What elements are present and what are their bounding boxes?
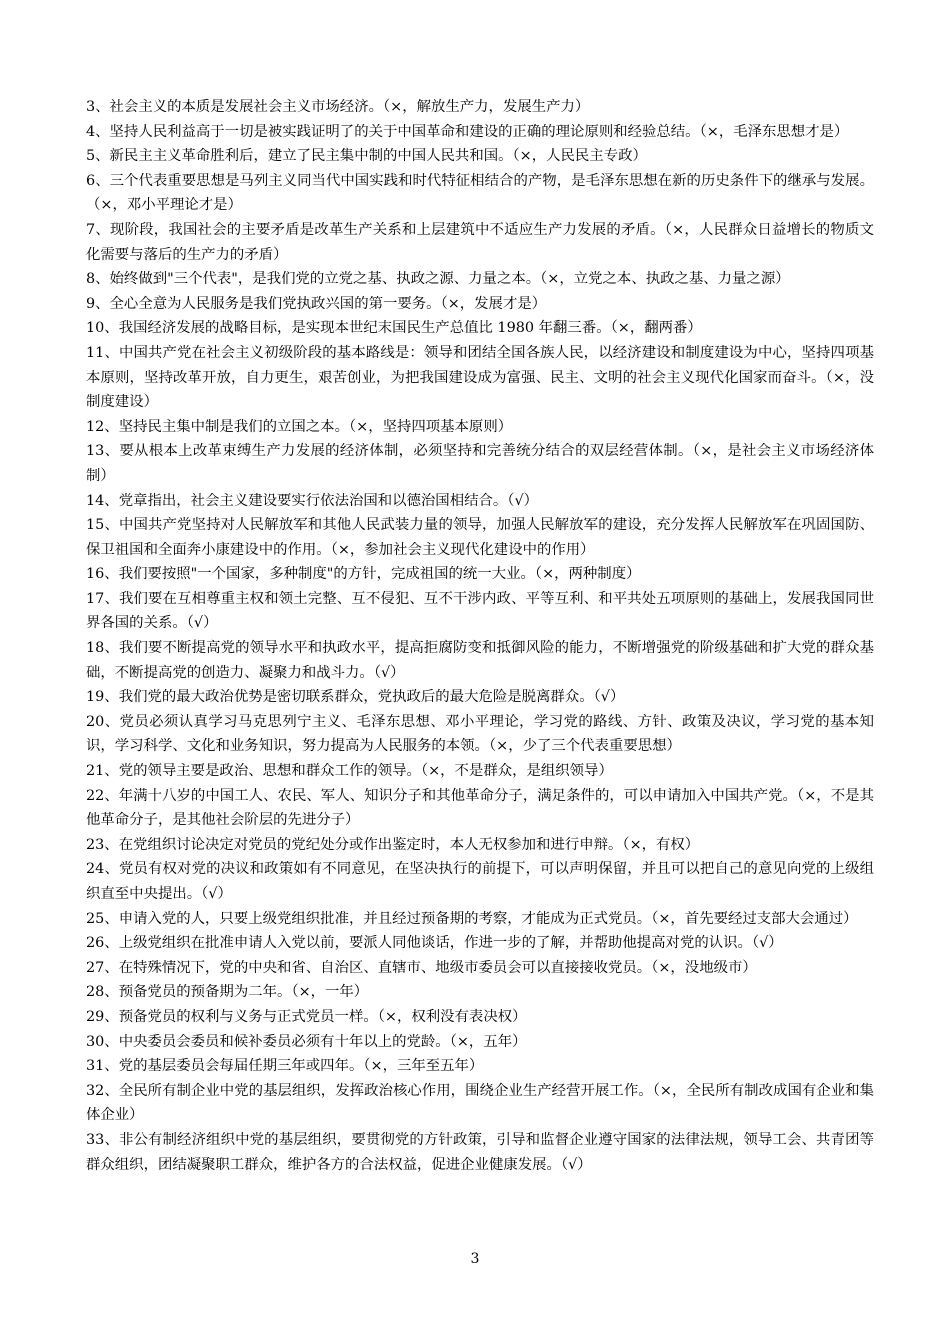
question-item: 8、始终做到"三个代表"，是我们党的立党之基、执政之源、力量之本。（×，立党之本、执政之基、力量之源） <box>86 271 790 288</box>
question-item: 21、党的领导主要是政治、思想和群众工作的领导。（×，不是群众，是组织领导） <box>86 763 613 780</box>
question-item: 19、我们党的最大政治优势是密切联系群众，党执政后的最大危险是脱离群众。（√） <box>86 689 625 706</box>
question-item: 7、现阶段，我国社会的主要矛盾是改革生产关系和上层建筑中不适应生产力发展的矛盾。（×，人民群众日益增长的物质文化需要与落后的生产力的矛盾） <box>86 221 874 263</box>
page-number: 3 <box>470 1251 480 1267</box>
question-item: 4、坚持人民利益高于一切是被实践证明了的关于中国革命和建设的正确的理论原则和经验总结。（×，毛泽东思想才是） <box>86 123 849 140</box>
question-item: 18、我们要不断提高党的领导水平和执政水平，提高拒腐防变和抵御风险的能力，不断增强党的阶级基础和扩大党的群众基础，不断提高党的创造力、凝聚力和战斗力。（√） <box>86 640 874 681</box>
question-item: 10、我国经济发展的战略目标，是实现本世纪末国民生产总值比 1980 年翻三番。（×，翻两番） <box>86 320 702 337</box>
question-item: 25、申请入党的人，只要上级党组织批准，并且经过预备期的考察，才能成为正式党员。（×，首先要经过支部大会通过） <box>86 910 858 927</box>
question-item: 23、在党组织讨论决定对党员的党纪处分或作出鉴定时，本人无权参加和进行申辩。（×，有权） <box>86 836 700 853</box>
question-item: 15、中国共产党坚持对人民解放军和其他人民武装力量的领导，加强人民解放军的建设，充分发挥人民解放军在巩固国防、保卫祖国和全面奔小康建设中的作用。（×，参加社会主义现代化建设中的作用） <box>86 517 874 558</box>
question-item: 12、坚持民主集中制是我们的立国之本。（×，坚持四项基本原则） <box>86 418 513 435</box>
question-item: 24、党员有权对党的决议和政策如有不同意见，在坚决执行的前提下，可以声明保留，并且可以把自己的意见向党的上级组织直至中央提出。（√） <box>86 861 874 902</box>
question-item: 27、在特殊情况下，党的中央和省、自治区、直辖市、地级市委员会可以直接接收党员。（×，没地级市） <box>86 959 757 976</box>
question-item: 33、非公有制经济组织中党的基层组织，要贯彻党的方针政策，引导和监督企业遵守国家的法律法规，领导工会、共青团等群众组织，团结凝聚职工群众，维护各方的合法权益，促进企业健康发展。（√） <box>86 1131 874 1173</box>
question-item: 20、党员必须认真学习马克思列宁主义、毛泽东思想、邓小平理论，学习党的路线、方针、政策及决议，学习党的基本知识，学习科学、文化和业务知识，努力提高为人民服务的本领。（×，少了三个代表重要思想） <box>86 713 874 755</box>
question-item: 16、我们要按照"一个国家，多种制度"的方针，完成祖国的统一大业。（×，两种制度） <box>86 566 641 583</box>
question-item: 5、新民主主义革命胜利后，建立了民主集中制的中国人民共和国。（×，人民民主专政） <box>86 148 647 165</box>
question-item: 32、全民所有制企业中党的基层组织，发挥政治核心作用，围绕企业生产经营开展工作。（×，全民所有制改成国有企业和集体企业） <box>86 1082 874 1124</box>
question-item: 22、年满十八岁的中国工人、农民、军人、知识分子和其他革命分子，满足条件的，可以申请加入中国共产党。（×，不是其他革命分子，是其他社会阶层的先进分子） <box>86 787 874 829</box>
document-body <box>86 95 874 1177</box>
question-item: 31、党的基层委员会每届任期三年或四年。（×，三年至五年） <box>86 1058 484 1075</box>
question-item: 26、上级党组织在批准申请人入党以前，要派人同他谈话，作进一步的了解，并帮助他提高对党的认识。（√） <box>86 935 783 952</box>
question-item: 3、社会主义的本质是发展社会主义市场经济。（×，解放生产力，发展生产力） <box>86 99 590 115</box>
question-item: 14、党章指出，社会主义建设要实行依法治国和以德治国相结合。（√） <box>86 492 539 509</box>
question-item: 9、全心全意为人民服务是我们党执政兴国的第一要务。（×，发展才是） <box>86 295 547 312</box>
question-item: 17、我们要在互相尊重主权和领土完整、互不侵犯、互不干涉内政、平等互利、和平共处五项原则的基础上，发展我国同世界各国的关系。（√） <box>86 590 874 632</box>
question-item: 29、预备党员的权利与义务与正式党员一样。（×，权利没有表决权） <box>86 1008 527 1025</box>
question-item: 30、中央委员会委员和候补委员必须有十年以上的党龄。（×，五年） <box>86 1033 527 1050</box>
question-item: 28、预备党员的预备期为二年。（×，一年） <box>86 984 369 1001</box>
question-item: 13、要从根本上改革束缚生产力发展的经济体制，必须坚持和完善统分结合的双层经营体制。（×，是社会主义市场经济体制） <box>86 443 874 484</box>
question-item: 6、三个代表重要思想是马列主义同当代中国实践和时代特征相结合的产物，是毛泽东思想在新的历史条件下的继承与发展。（×，邓小平理论才是） <box>86 172 874 214</box>
question-item: 11、中国共产党在社会主义初级阶段的基本路线是：领导和团结全国各族人民，以经济建设和制度建设为中心，坚持四项基本原则，坚持改革开放，自力更生，艰苦创业，为把我国建设成为富强、民主、文明的社会主义现代化国家而奋斗。（×，没制度建设） <box>86 344 874 411</box>
